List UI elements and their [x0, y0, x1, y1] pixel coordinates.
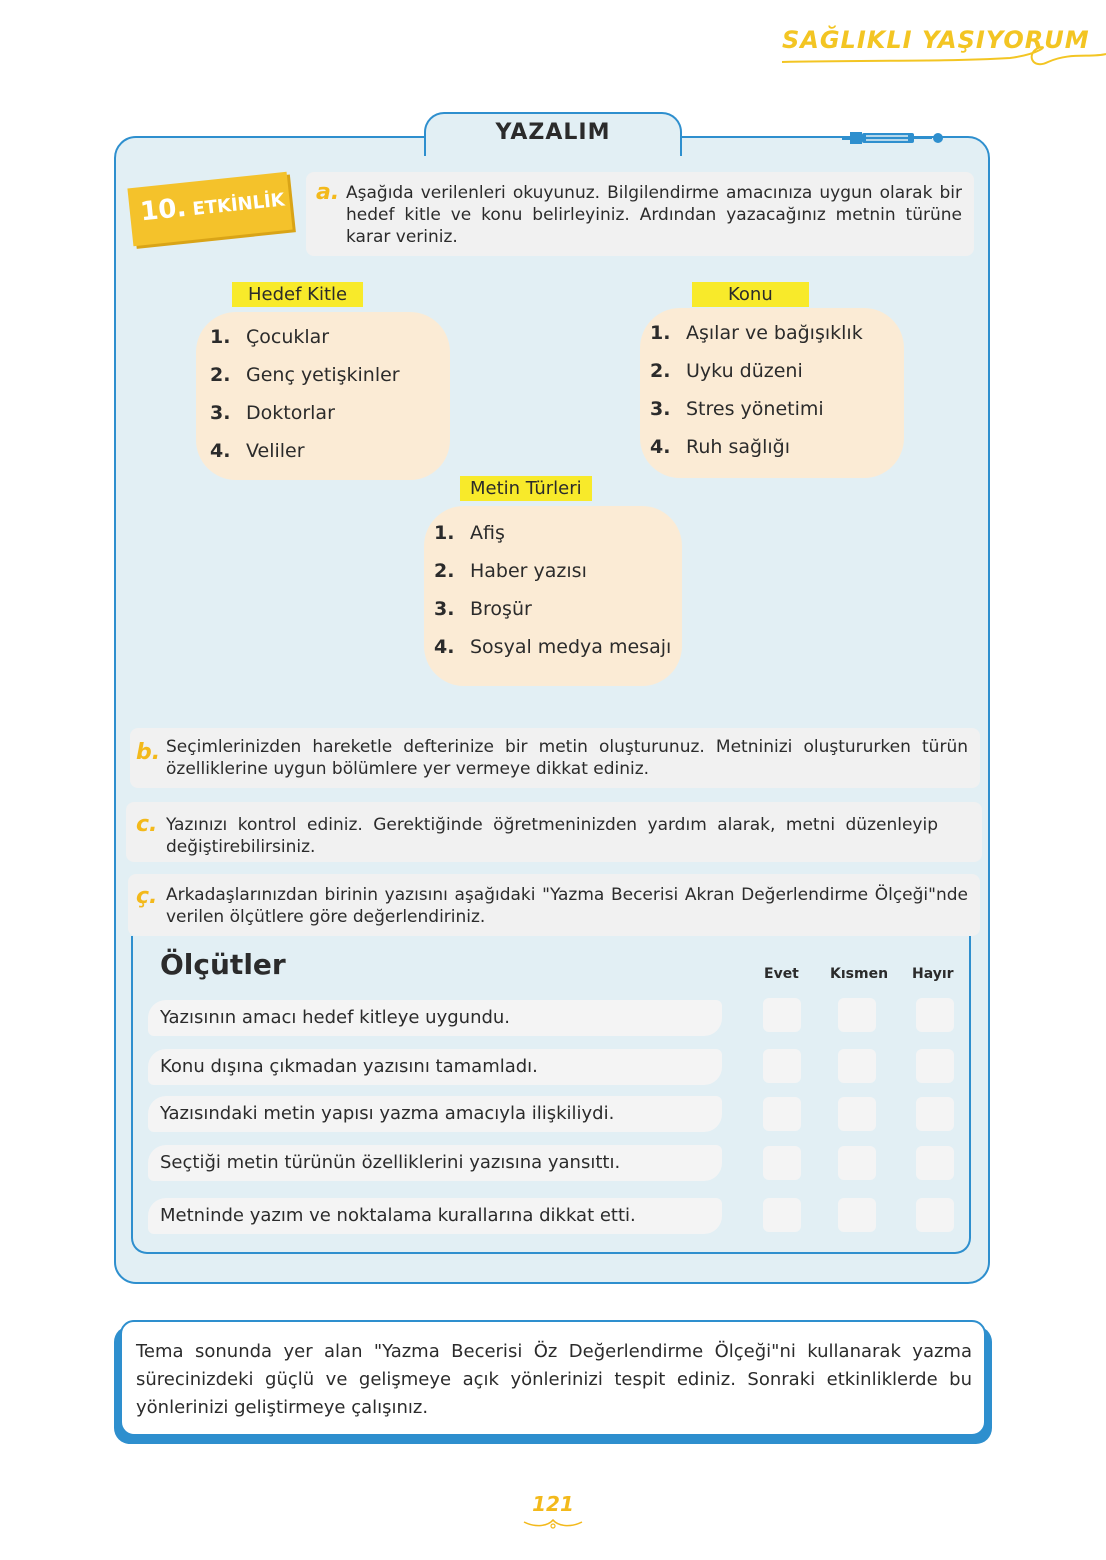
- criteria-row-3: Yazısındaki metin yapısı yazma amacıyla ilişkiliydi.: [148, 1096, 722, 1132]
- step-a-text: Aşağıda verilenleri okuyunuz. Bilgilendirme amacınıza uygun olarak bir hedef kitle ve konu belirleyiniz. Ardından yazacağınız metnin türüne karar veriniz.: [346, 183, 962, 247]
- checkbox-row3-hayir[interactable]: [916, 1097, 954, 1131]
- konu-title: Konu: [692, 282, 809, 307]
- list-item: 4. Ruh sağlığı: [650, 436, 790, 458]
- checkbox-row2-kismen[interactable]: [838, 1049, 876, 1083]
- step-b-text: Seçimlerinizden hareketle defterinize bir metin oluşturunuz. Metninizi oluştururken türün özelliklerine uygun bölümlere yer vermeye dikkat ediniz.: [166, 737, 968, 779]
- list-item: 3. Broşür: [434, 598, 532, 620]
- metin-turleri-title: Metin Türleri: [460, 476, 592, 501]
- activity-number: 10.: [138, 192, 188, 228]
- checkbox-row1-evet[interactable]: [763, 998, 801, 1032]
- step-cc-text: Arkadaşlarınızdan birinin yazısını aşağıdaki "Yazma Becerisi Akran Değerlendirme Ölçeği"nde verilen ölçütlere göre değerlendiriniz.: [166, 885, 968, 927]
- checkbox-row2-hayir[interactable]: [916, 1049, 954, 1083]
- list-item: 1. Çocuklar: [210, 326, 330, 348]
- checkbox-row2-evet[interactable]: [763, 1049, 801, 1083]
- step-a-letter: a.: [316, 180, 340, 205]
- criteria-title: Ölçütler: [160, 948, 286, 981]
- checkbox-row4-kismen[interactable]: [838, 1146, 876, 1180]
- section-title: YAZALIM: [495, 120, 611, 145]
- note-text: Tema sonunda yer alan "Yazma Becerisi Öz Değerlendirme Ölçeği"ni kullanarak yazma sürecinizdeki güçlü ve gelişmeye açık yönlerinizi tespit ediniz. Sonraki etkinliklerde bu yönlerinizi geliştirmeye çalışınız.: [136, 1341, 972, 1418]
- list-item: 2. Haber yazısı: [434, 560, 587, 582]
- list-item: 3. Stres yönetimi: [650, 398, 824, 420]
- list-item: 1. Aşılar ve bağışıklık: [650, 322, 863, 344]
- list-item: 4. Veliler: [210, 440, 305, 462]
- checkbox-row1-hayir[interactable]: [916, 998, 954, 1032]
- page-number: 121: [532, 1492, 574, 1516]
- checkbox-row5-evet[interactable]: [763, 1198, 801, 1232]
- step-b-letter: b.: [136, 740, 161, 765]
- checkbox-row5-kismen[interactable]: [838, 1198, 876, 1232]
- column-hayir: Hayır: [912, 966, 954, 982]
- column-evet: Evet: [764, 966, 799, 982]
- theme-title: SAĞLIKLI YAŞIYORUM: [782, 26, 1090, 54]
- criteria-row-1: Yazısının amacı hedef kitleye uygundu.: [148, 1000, 722, 1036]
- hedef-kitle-title: Hedef Kitle: [232, 282, 363, 307]
- list-item: 4. Sosyal medya mesajı: [434, 636, 672, 658]
- criteria-row-4: Seçtiği metin türünün özelliklerini yazısına yansıttı.: [148, 1145, 722, 1181]
- activity-label: ETKİNLİK: [191, 189, 286, 221]
- konu-list: [650, 314, 863, 466]
- criteria-row-5: Metninde yazım ve noktalama kurallarına dikkat etti.: [148, 1198, 722, 1234]
- hedef-kitle-list: [210, 318, 400, 470]
- checkbox-row1-kismen[interactable]: [838, 998, 876, 1032]
- metin-turleri-list: [434, 514, 671, 666]
- checkbox-row3-evet[interactable]: [763, 1097, 801, 1131]
- list-item: 3. Doktorlar: [210, 402, 335, 424]
- decorative-swirl-icon: [780, 40, 1106, 76]
- step-c-text: Yazınızı kontrol ediniz. Gerektiğinde öğretmeninizden yardım alarak, metni düzenleyip değiştirebilirsiniz.: [166, 815, 938, 857]
- checkbox-row5-hayir[interactable]: [916, 1198, 954, 1232]
- list-item: 2. Uyku düzeni: [650, 360, 803, 382]
- criteria-row-2: Konu dışına çıkmadan yazısını tamamladı.: [148, 1049, 722, 1085]
- step-c-letter: c.: [136, 812, 158, 837]
- column-kismen: Kısmen: [830, 966, 889, 982]
- checkbox-row3-kismen[interactable]: [838, 1097, 876, 1131]
- page-number-swirl-icon: [522, 1514, 584, 1532]
- checkbox-row4-evet[interactable]: [763, 1146, 801, 1180]
- list-item: 2. Genç yetişkinler: [210, 364, 400, 386]
- list-item: 1. Afiş: [434, 522, 505, 544]
- pen-icon: [842, 128, 952, 148]
- checkbox-row4-hayir[interactable]: [916, 1146, 954, 1180]
- step-cc-letter: ç.: [136, 884, 158, 909]
